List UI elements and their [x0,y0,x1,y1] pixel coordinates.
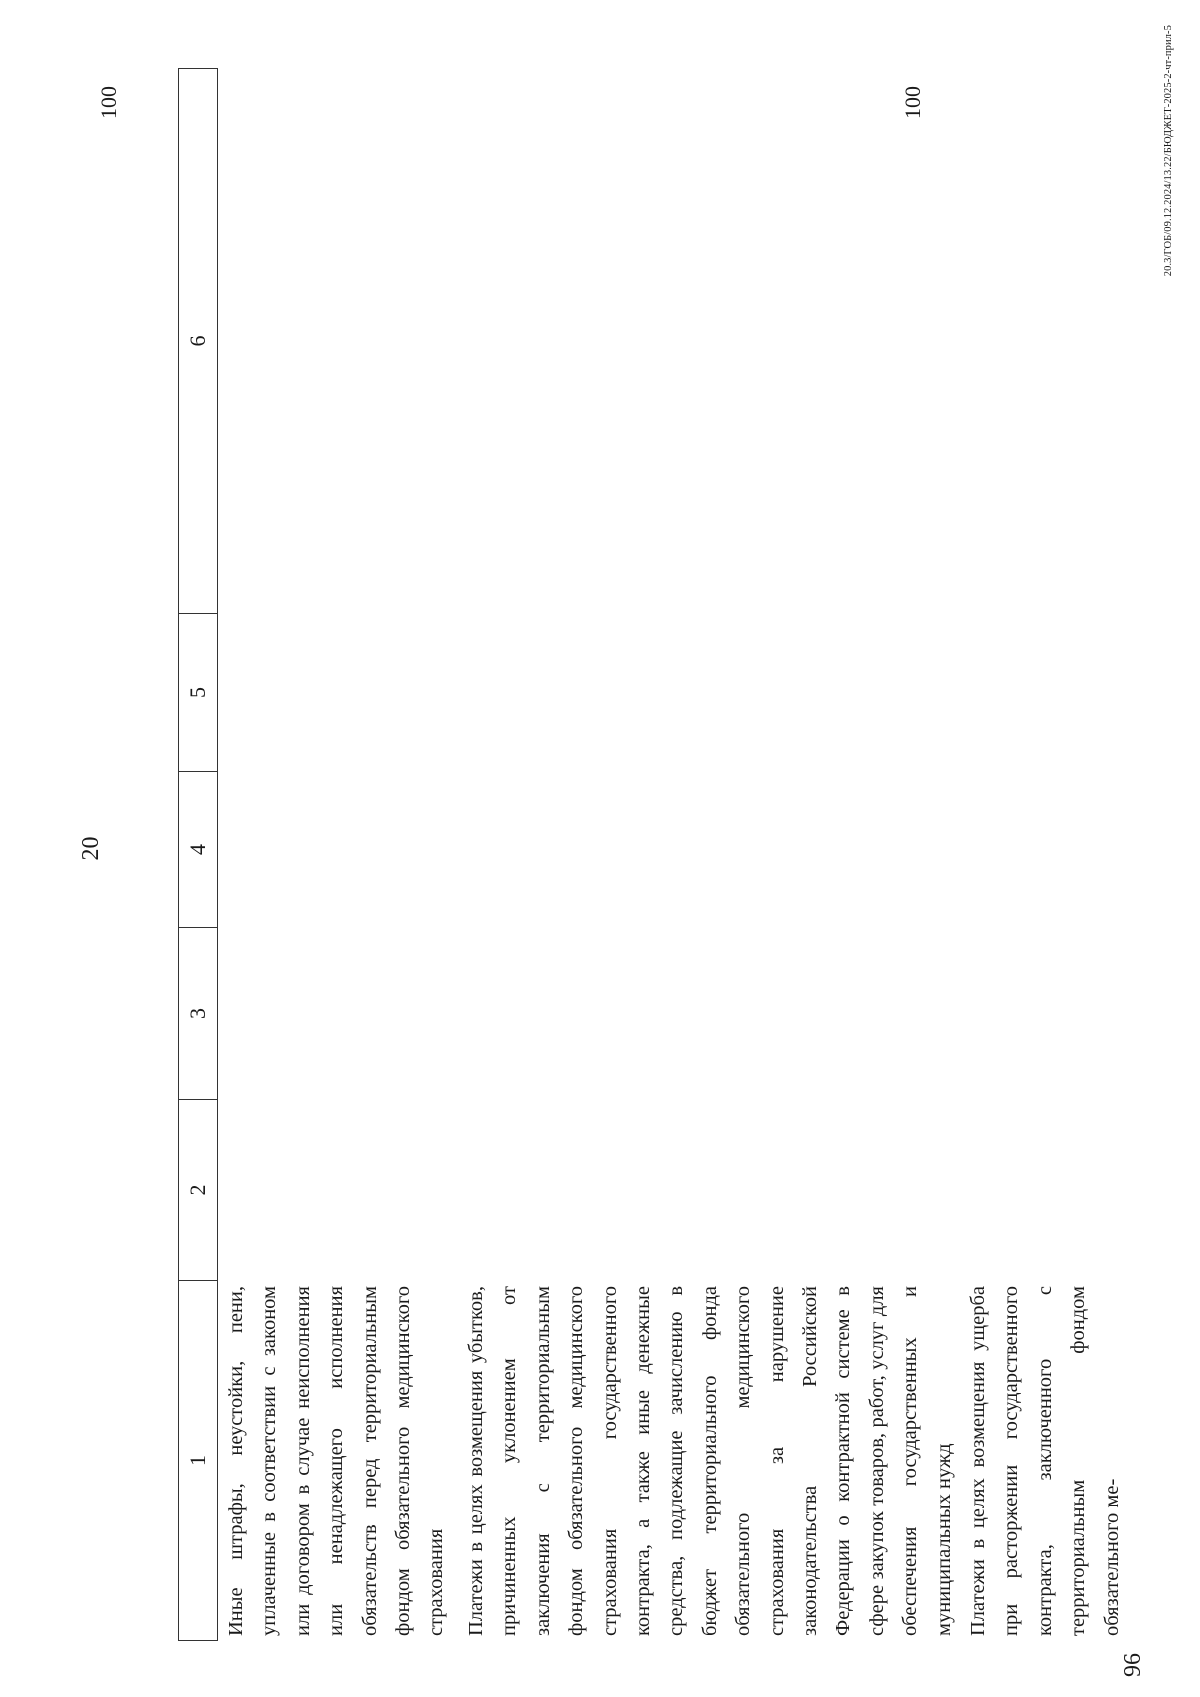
column-header-3: 3 [179,928,218,1100]
footer-document-code: 20.3/ГОБ/09.12.2024/13.22/БЮДЖЕТ-2025-2-чт-прил-5 [1163,25,1174,277]
column-header-1: 1 [179,1281,218,1641]
column-header-2: 2 [179,1100,218,1281]
row-3-description: Платежи в целях возмещения ущерба при расторжении государственного контракта, заключенного с территориальным фондом обязательного ме- [967,1286,1123,1636]
column-header-row [179,69,218,1641]
sheet-number: 96 [1120,1653,1146,1677]
column-header-table [178,68,218,1641]
column-header-5: 5 [179,614,218,772]
row-2-value: 100 [900,86,925,119]
column-header-6: 6 [179,69,218,614]
row-1-value: 100 [96,86,121,119]
row-2-description: Платежи в целях возмещения убытков, причиненных уклонением от заключения с территориальным фондом обязательного медицинского страхования государственного контракта, а также иные денежные средства, подлежащие зачислению в бюджет территориального фонда обязательного медицинского страхования за нарушение законодательства Российской Федерации о контрактной системе в сфере закупок товаров, работ, услуг для обеспечения государственных и муниципальных нужд [465,1286,955,1636]
page-number: 20 [78,836,104,861]
row-1-description: Иные штрафы, неустойки, пени, уплаченные в соответствии с законом или договором в случае неисполнения или ненадлежащего исполнения обязательств перед территориальным фондом обязательного медицинского страхования [225,1286,448,1636]
column-header-4: 4 [179,772,218,928]
